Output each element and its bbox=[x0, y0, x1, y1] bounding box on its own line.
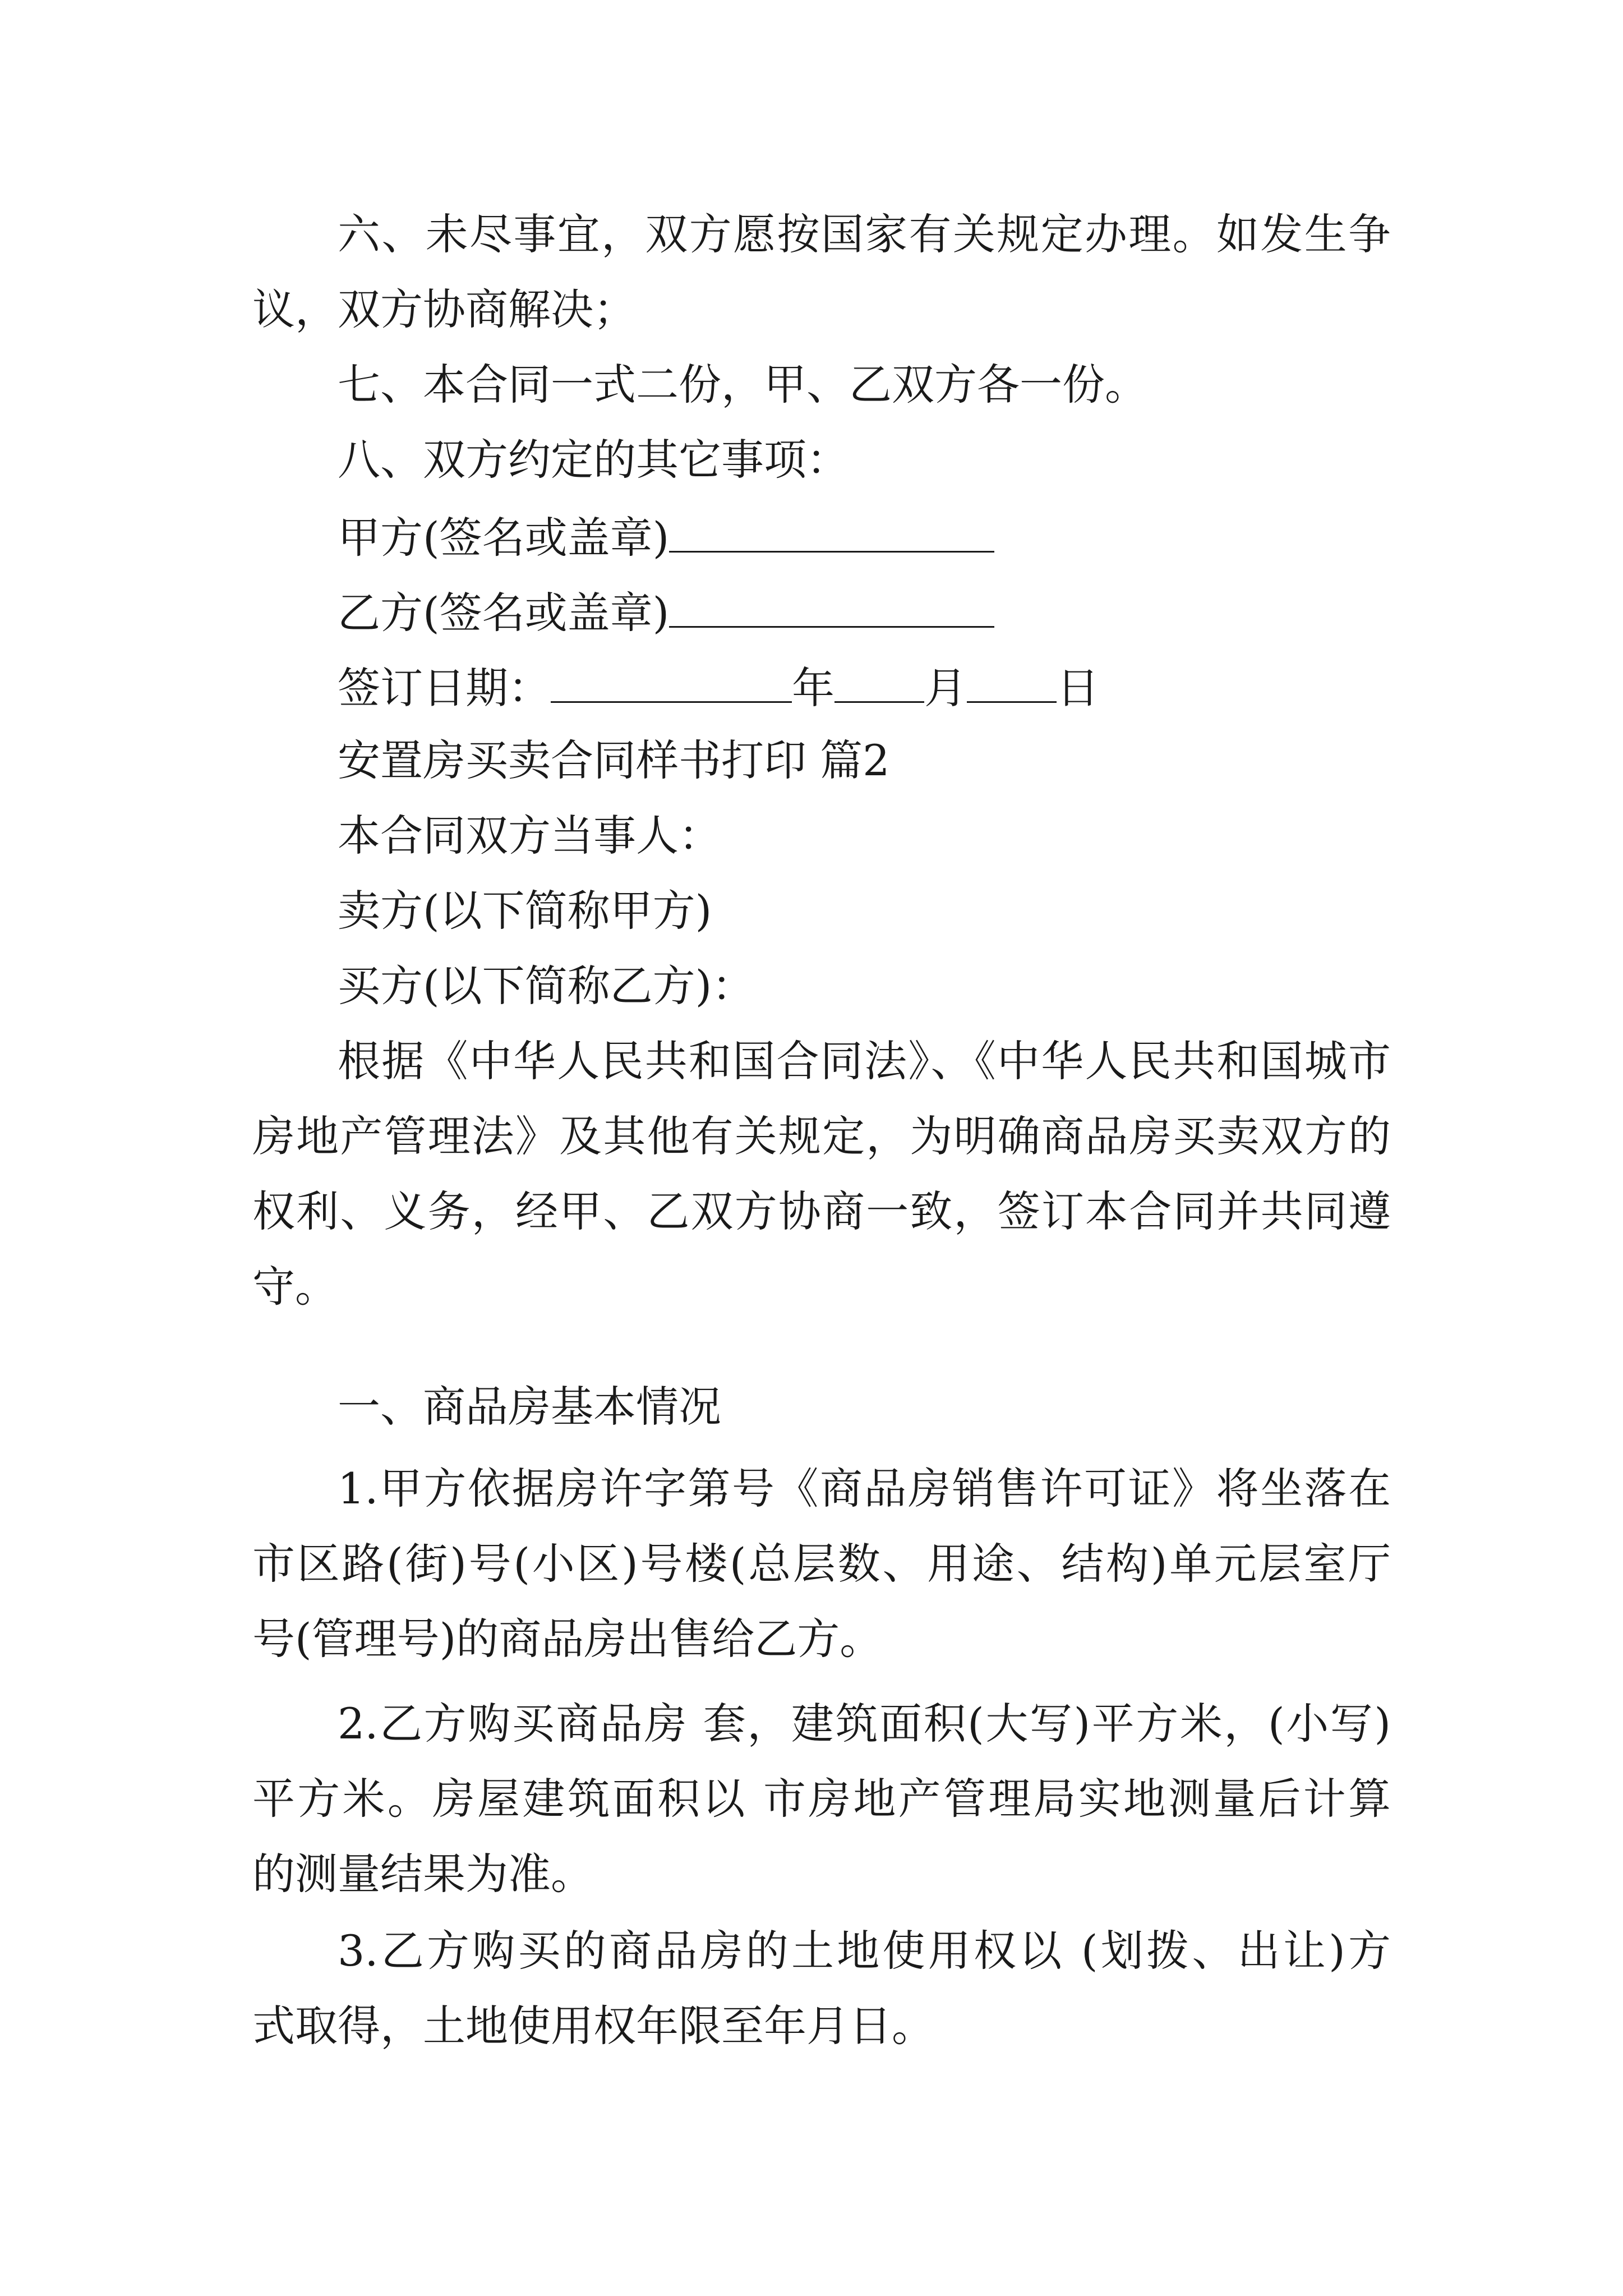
item-3-line-2: 式取得，土地使用权年限至年月日。 bbox=[252, 2001, 934, 2051]
parties-intro: 本合同双方当事人： bbox=[338, 811, 721, 861]
clause-8: 八、双方约定的其它事项： bbox=[338, 435, 849, 485]
party-a-signature-label: 甲方(签名或盖章) bbox=[338, 513, 670, 563]
clause-6 bbox=[252, 209, 1391, 334]
clause-6-line-2: 议，双方协商解决； bbox=[252, 284, 636, 334]
month-label: 月 bbox=[924, 663, 967, 713]
party-a-signature-blank bbox=[669, 514, 994, 553]
party-b-signature-blank bbox=[669, 589, 994, 628]
party-b-signature-label: 乙方(签名或盖章) bbox=[338, 588, 670, 638]
item-1-line-1: 1.甲方依据房许字第号《商品房销售许可证》将坐落在 bbox=[338, 1464, 1391, 1513]
preamble-line-3: 权利、义务，经甲、乙双方协商一致，签订本合同并共同遵 bbox=[252, 1186, 1391, 1236]
party-a-signature bbox=[252, 513, 994, 563]
item-2-line-2: 平方米。房屋建筑面积以 市房地产管理局实地测量后计算 bbox=[252, 1774, 1391, 1824]
sign-date bbox=[252, 663, 1099, 713]
party-b-signature bbox=[252, 588, 994, 638]
item-1-line-3: 号(管理号)的商品房出售给乙方。 bbox=[252, 1614, 883, 1664]
day-label: 日 bbox=[1057, 663, 1099, 713]
buyer-line: 买方(以下简称乙方)： bbox=[338, 961, 755, 1011]
clause-7: 七、本合同一式二份，甲、乙双方各一份。 bbox=[338, 360, 1147, 409]
article-1-title: 一、商品房基本情况 bbox=[338, 1382, 721, 1432]
item-2-line-3: 的测量结果为准。 bbox=[252, 1849, 593, 1899]
year-label: 年 bbox=[792, 663, 834, 713]
item-2-line-1: 2.乙方购买商品房 套，建筑面积(大写)平方米，(小写) bbox=[338, 1699, 1391, 1749]
section-title: 安置房买卖合同样书打印 篇2 bbox=[338, 735, 890, 785]
day-blank bbox=[967, 664, 1057, 703]
preamble-line-1: 根据《中华人民共和国合同法》、《中华人民共和国城市 bbox=[338, 1036, 1391, 1086]
preamble-line-2: 房地产管理法》及其他有关规定，为明确商品房买卖双方的 bbox=[252, 1111, 1391, 1161]
item-3-line-1: 3.乙方购买的商品房的土地使用权以 (划拨、出让)方 bbox=[338, 1926, 1391, 1976]
preamble-line-4: 守。 bbox=[252, 1262, 338, 1312]
item-1-line-2: 市区路(街)号(小区)号楼(总层数、用途、结构)单元层室厅 bbox=[252, 1539, 1391, 1589]
item-1 bbox=[252, 1464, 1391, 1664]
month-blank bbox=[834, 664, 924, 703]
year-blank bbox=[551, 664, 792, 703]
item-2 bbox=[252, 1699, 1391, 1899]
item-3 bbox=[252, 1926, 1391, 2051]
sign-date-label: 签订日期： bbox=[338, 663, 551, 713]
clause-6-line-1: 六、未尽事宜，双方愿按国家有关规定办理。如发生争 bbox=[338, 209, 1391, 259]
seller-line: 卖方(以下简称甲方) bbox=[338, 886, 712, 936]
preamble bbox=[252, 1036, 1391, 1312]
